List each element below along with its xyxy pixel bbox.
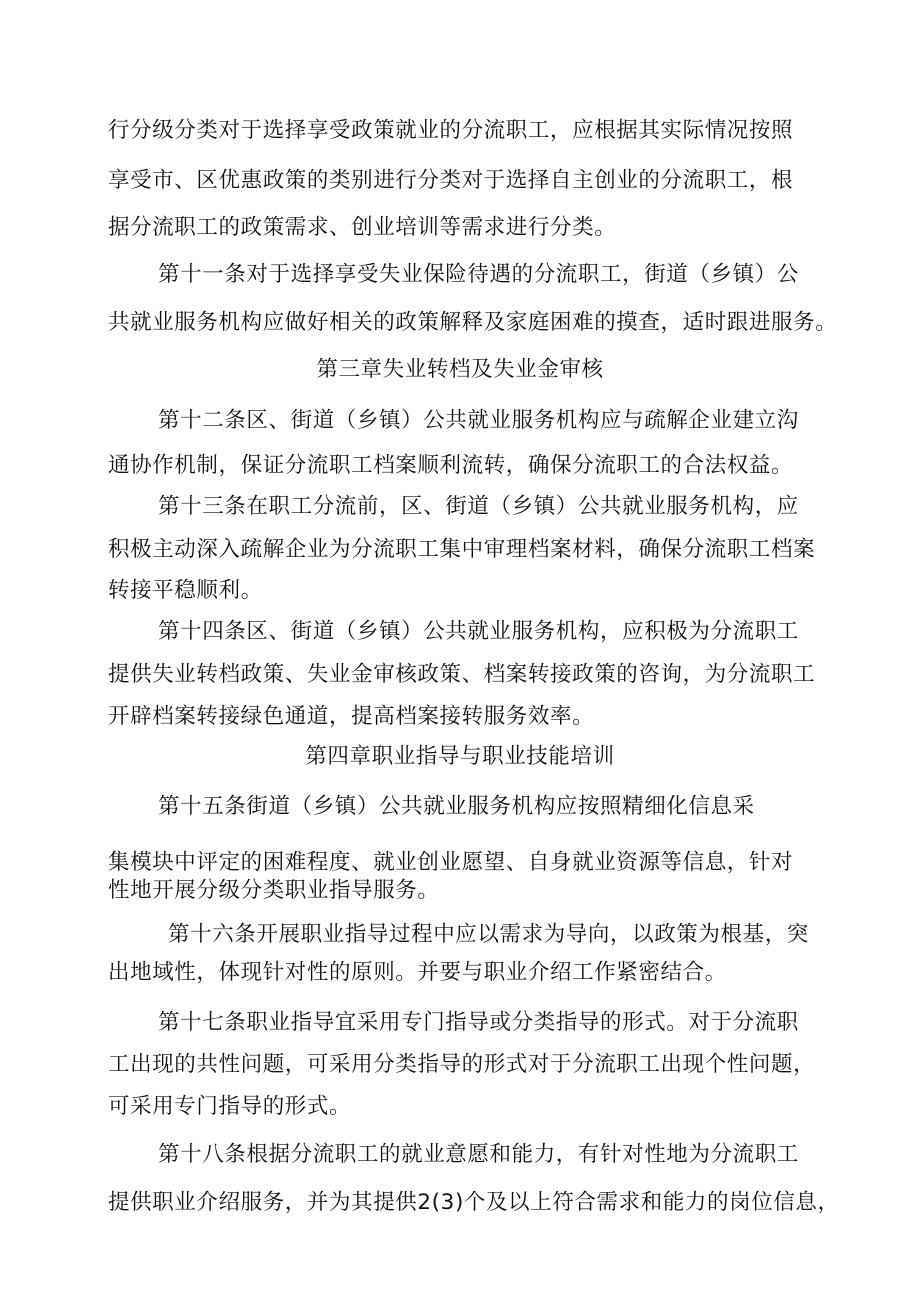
text-line: 开辟档案转接绿色通道，提高档案接转服务效率。 — [108, 704, 595, 729]
text-line: 行分级分类对于选择享受政策就业的分流职工，应根据其实际情况按照 — [108, 118, 794, 143]
text-line: 第十六条开展职业指导过程中应以需求为导向，以政策为根基，突 — [168, 922, 809, 947]
text-line: 提供职业介绍服务，并为其提供2(3)个及以上符合需求和能力的岗位信息， — [108, 1190, 840, 1215]
text-line: 可采用专门指导的形式。 — [108, 1094, 352, 1119]
text-line: 第十三条在职工分流前，区、街道（乡镇）公共就业服务机构，应 — [158, 494, 799, 519]
text-line: 第十七条职业指导宜采用专门指导或分类指导的形式。对于分流职 — [158, 1010, 799, 1035]
chapter-heading: 第四章职业指导与职业技能培训 — [305, 744, 615, 769]
text-line: 第十二条区、街道（乡镇）公共就业服务机构应与疏解企业建立沟 — [158, 408, 799, 433]
text-line: 积极主动深入疏解企业为分流职工集中审理档案材料，确保分流职工档案 — [108, 537, 816, 562]
text-line: 提供失业转档政策、失业金审核政策、档案转接政策的咨询，为分流职工 — [108, 662, 816, 687]
text-line: 集模块中评定的困难程度、就业创业愿望、自身就业资源等信息，针对 — [108, 850, 794, 875]
text-line: 第十八条根据分流职工的就业意愿和能力，有针对性地为分流职工 — [158, 1142, 799, 1167]
text-line: 第十一条对于选择享受失业保险待遇的分流职工，街道（乡镇）公 — [158, 262, 799, 287]
text-line: 转接平稳顺利。 — [108, 578, 263, 603]
text-line: 共就业服务机构应做好相关的政策解释及家庭困难的摸查，适时跟进服务。 — [108, 310, 838, 335]
text-line: 性地开展分级分类职业指导服务。 — [108, 878, 440, 903]
text-line: 通协作机制，保证分流职工档案顺利流转，确保分流职工的合法权益。 — [108, 453, 794, 478]
text-line: 据分流职工的政策需求、创业培训等需求进行分类。 — [108, 215, 617, 240]
chapter-heading: 第三章失业转档及失业金审核 — [316, 357, 604, 382]
text-line: 出地域性，体现针对性的原则。并要与职业介绍工作紧密结合。 — [108, 960, 727, 985]
text-line: 第十五条街道（乡镇）公共就业服务机构应按照精细化信息采 — [158, 794, 755, 819]
text-line: 享受市、区优惠政策的类别进行分类对于选择自主创业的分流职工，根 — [108, 168, 794, 193]
text-line: 第十四条区、街道（乡镇）公共就业服务机构，应积极为分流职工 — [158, 619, 799, 644]
text-line: 工出现的共性问题，可采用分类指导的形式对于分流职工出现个性问题， — [108, 1052, 816, 1077]
